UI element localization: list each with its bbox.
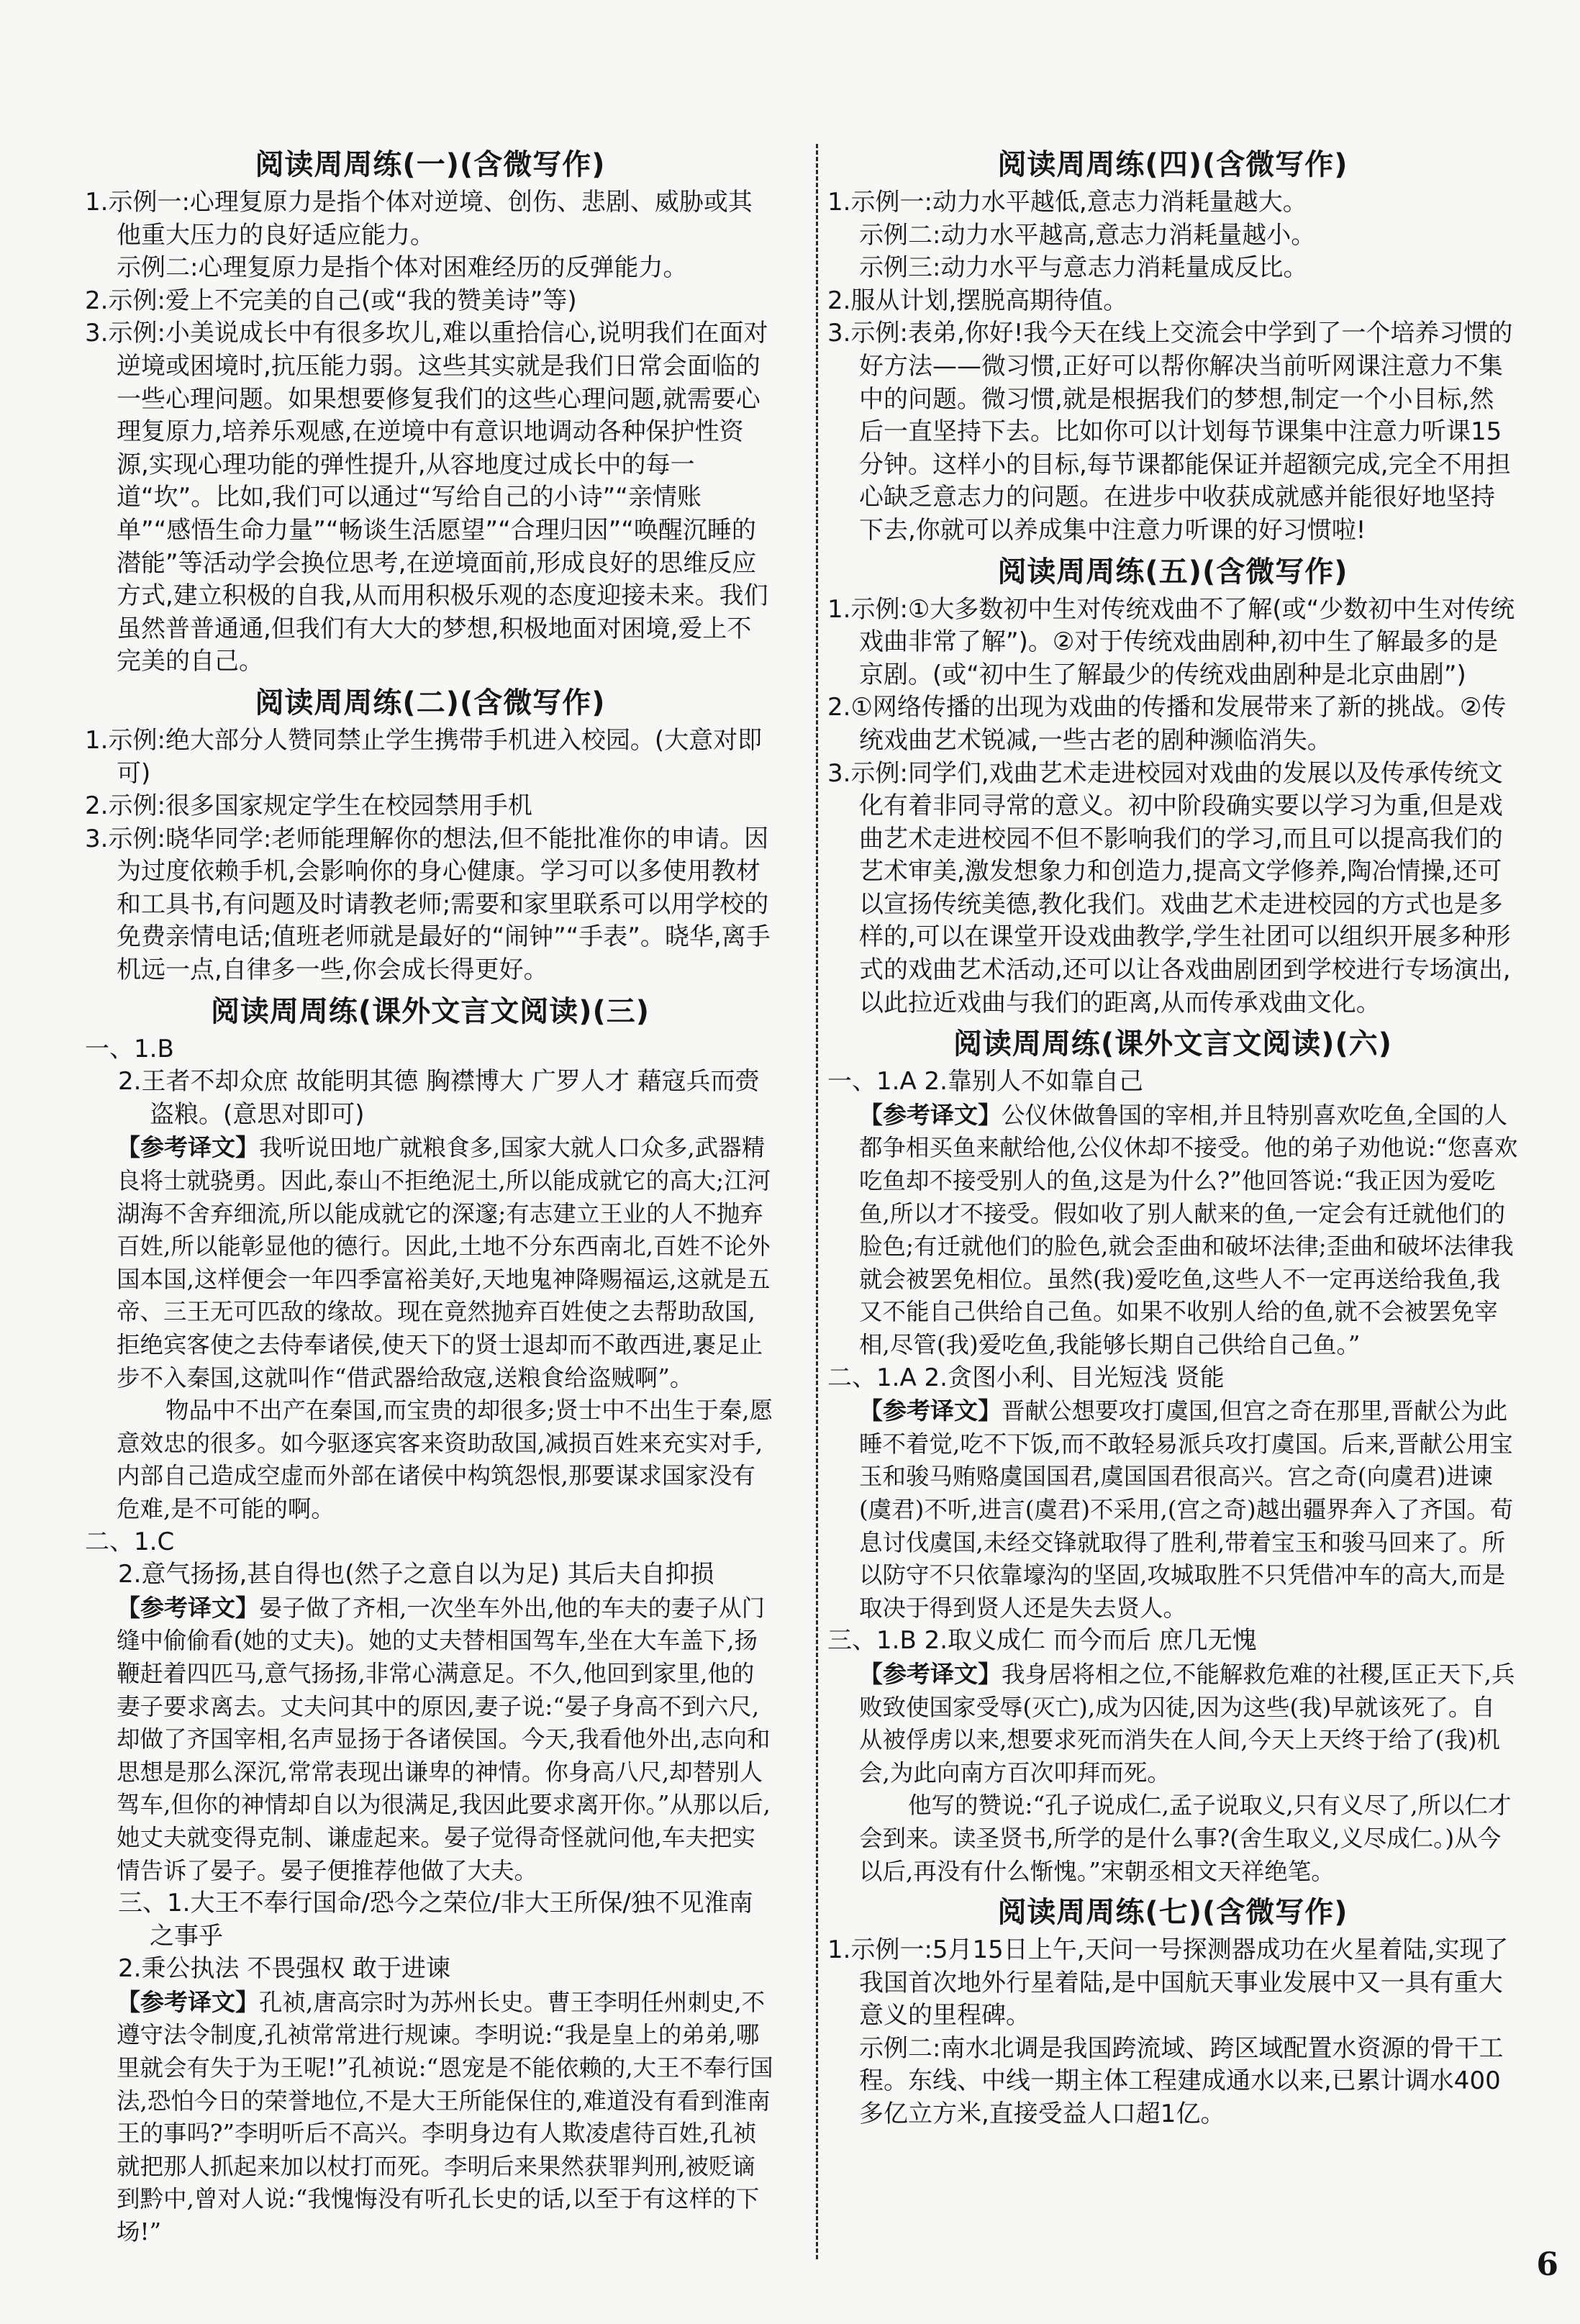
section-title-5: 阅读周周练(五)(含微写作) xyxy=(997,555,1348,589)
translation-tag: 【参考译文】 xyxy=(117,1593,259,1622)
section-title-1: 阅读周周练(一)(含微写作) xyxy=(255,148,606,181)
answer-1-1b: 示例二:心理复原力是指个体对困难经历的反弹能力。 xyxy=(117,253,688,283)
answer-4-1: 1.示例一:动力水平越低,意志力消耗量越大。 xyxy=(827,188,1307,217)
answer-1-1: 1.示例一:心理复原力是指个体对逆境、创伤、悲剧、威胁或其他重大压力的良好适应能力。 xyxy=(85,188,753,250)
answer-2-3: 3.示例:晓华同学:老师能理解你的想法,但不能批准你的申请。因为过度依赖手机,会影响你的身心健康。学习可以多使用教材和工具书,有问题及时请教老师;需要和家里联系可以用学校的免费亲情电话;值班老师就是最好的“闹钟”“手表”。晓华,离手机远一点,自律多一些,你会成长得更好。 xyxy=(85,824,771,985)
answer-1-2: 2.示例:爱上不完美的自己(或“我的赞美诗”等) xyxy=(85,286,577,315)
column-divider xyxy=(816,144,818,2259)
section-title-2: 阅读周周练(二)(含微写作) xyxy=(255,686,606,720)
answer-3-3b: 2.秉公执法 不畏强权 敢于进谏 xyxy=(118,1954,451,1984)
section-title-4: 阅读周周练(四)(含微写作) xyxy=(997,148,1348,181)
translation-3-3: 【参考译文】孔祯,唐高宗时为苏州长史。曹王李明任州刺史,不遵守法令制度,孔祯常常进行规谏。李明说:“我是皇上的弟弟,哪里就会有失于为王呢!”孔祯说:“恩宠是不能依赖的,大王不奉行国法,恐怕今日的荣誉地位,不是大王所能保住的,难道没有看到淮南王的事吗?”李明听后不高兴。李明身边有人欺凌虐待百姓,孔祯就把那人抓起来加以杖打而死。李明后来果然获罪判刑,被贬谪到黔中,曾对人说:“我愧悔没有听孔长史的话,以至于有这样的下场!” xyxy=(117,1987,773,2246)
translation-tag: 【参考译文】 xyxy=(859,1397,1002,1425)
answer-5-3: 3.示例:同学们,戏曲艺术走进校园对戏曲的发展以及传承传统文化有着非同寻常的意义。初中阶段确实要以学习为重,但是戏曲艺术走进校园不但不影响我们的学习,而且可以提高我们的艺术审美,激发想象力和创造力,提高文学修养,陶冶情操,还可以宣扬传统美德,教化我们。戏曲艺术走进校园的方式也是多样的,可以在课堂开设戏曲教学,学生社团可以组织开展多种形式的戏曲艺术活动,还可以让各戏曲剧团到学校进行专场演出,以此拉近戏曲与我们的距离,从而传承戏曲文化。 xyxy=(827,758,1511,1017)
translation-6-3: 【参考译文】我身居将相之位,不能解救危难的社稷,匡正天下,兵败致使国家受辱(灭亡),成为囚徒,因为这些(我)早就该死了。自从被俘虏以来,想要求死而消失在人间,今天上天终于给了(我)机会,为此向南方百次叩拜而死。 xyxy=(859,1659,1515,1787)
answer-3-1b: 2.王者不却众庶 故能明其德 胸襟博大 广罗人才 藉寇兵而赍盗粮。(意思对即可) xyxy=(118,1067,760,1129)
answer-2-1: 1.示例:绝大部分人赞同禁止学生携带手机进入校园。(大意对即可) xyxy=(85,725,763,788)
right-column xyxy=(827,140,1518,2131)
section-title-3: 阅读周周练(课外文言文阅读)(三) xyxy=(210,994,650,1028)
answer-4-1c: 示例三:动力水平与意志力消耗量成反比。 xyxy=(859,253,1308,283)
answer-7-1b: 示例二:南水北调是我国跨流域、跨区域配置水资源的骨干工程。东线、中线一期主体工程建成通水以来,已累计调水400多亿立方米,直接受益人口超1亿。 xyxy=(859,2033,1504,2129)
translation-tag: 【参考译文】 xyxy=(859,1659,1002,1688)
translation-tag: 【参考译文】 xyxy=(859,1100,1002,1129)
answer-5-1: 1.示例:①大多数初中生对传统戏曲不了解(或“少数初中生对传统戏曲非常了解”)。②对于传统戏曲剧种,初中生了解最多的是京剧。(或“初中生了解最少的传统戏曲剧种是北京曲剧”) xyxy=(827,594,1515,689)
answer-5-2: 2.①网络传播的出现为戏曲的传播和发展带来了新的挑战。②传统戏曲艺术锐减,一些古老的剧种濒临消失。 xyxy=(827,693,1507,755)
answer-7-1: 1.示例一:5月15日上午,天问一号探测器成功在火星着陆,实现了我国首次地外行星着陆,是中国航天事业发展中又一具有重大意义的里程碑。 xyxy=(827,1935,1509,2030)
answer-6-2: 二、1.A 2.贪图小利、目光短浅 贤能 xyxy=(827,1363,1225,1392)
answer-1-3: 3.示例:小美说成长中有很多坎儿,难以重拾信心,说明我们在面对逆境或困境时,抗压能力弱。这些其实就是我们日常会面临的一些心理问题。如果想要修复我们的这些心理问题,就需要心理复原力,培养乐观感,在逆境中有意识地调动各种保护性资源,实现心理功能的弹性提升,从容地度过成长中的每一道“坎”。比如,我们可以通过“写给自己的小诗”“亲情账单”“感悟生命力量”“畅谈生活愿望”“合理归因”“唤醒沉睡的潜能”等活动学会换位思考,在逆境面前,形成良好的思维反应方式,建立积极的自我,从而用积极乐观的态度迎接未来。我们虽然普普通通,但我们有大大的梦想,积极地面对困境,爱上不完美的自己。 xyxy=(85,319,768,676)
answer-2-2: 2.示例:很多国家规定学生在校园禁用手机 xyxy=(85,791,532,821)
section-title-7: 阅读周周练(七)(含微写作) xyxy=(997,1896,1348,1930)
translation-6-2: 【参考译文】晋献公想要攻打虞国,但宫之奇在那里,晋献公为此睡不着觉,吃不下饭,而不敢轻易派兵攻打虞国。后来,晋献公用宝玉和骏马贿赂虞国国君,虞国国君很高兴。宫之奇(向虞君)进谏(虞君)不听,进言(虞君)不采用,(宫之奇)越出疆界奔入了齐国。荀息讨伐虞国,未经交锋就取得了胜利,带着宝玉和骏马回来了。所以防守不只依靠壕沟的坚固,攻城取胜不只凭借冲车的高大,而是取决于得到贤人还是失去贤人。 xyxy=(859,1397,1514,1622)
translation-tag: 【参考译文】 xyxy=(117,1987,259,2016)
answer-4-1b: 示例二:动力水平越高,意志力消耗量越小。 xyxy=(859,220,1316,250)
translation-3-1: 【参考译文】我听说田地广就粮食多,国家大就人口众多,武器精良将士就骁勇。因此,泰山不拒绝泥土,所以能成就它的高大;江河湖海不舍弃细流,所以能成就它的深邃;有志建立王业的人不抛弃百姓,所以能彰显他的德行。因此,土地不分东西南北,百姓不论外国本国,这样便会一年四季富裕美好,天地鬼神降赐福运,这就是五帝、三王无可匹敌的缘故。现在竟然抛弃百姓使之去帮助敌国,拒绝宾客使之去侍奉诸侯,使天下的贤士退却而不敢西进,裹足止步不入秦国,这就叫作“借武器给敌寇,送粮食给盗贼啊”。 xyxy=(117,1133,771,1392)
answer-3-2b: 2.意气扬扬,甚自得也(然子之意自以为足) 其后夫自抑损 xyxy=(118,1560,714,1589)
translation-3-2: 【参考译文】晏子做了齐相,一次坐车外出,他的车夫的妻子从门缝中偷偷看(她的丈夫)。她的丈夫替相国驾车,坐在大车盖下,扬鞭赶着四匹马,意气扬扬,非常心满意足。不久,他回到家里,他的妻子要求离去。丈夫问其中的原因,妻子说:“晏子身高不到六尺,却做了齐国宰相,名声显扬于各诸侯国。今天,我看他外出,志向和思想是那么深沉,常常表现出谦卑的神情。你身高八尺,却替别人驾车,但你的神情却自以为很满足,我因此要求离开你。”从那以后,她丈夫就变得克制、谦虚起来。晏子觉得奇怪就问他,车夫把实情告诉了晏子。晏子便推荐他做了大夫。 xyxy=(117,1593,771,1884)
page-number: 6 xyxy=(1536,2246,1558,2283)
answer-3-3a: 三、1.大王不奉行国命/恐今之荣位/非大王所保/独不见淮南之事乎 xyxy=(118,1889,753,1951)
answer-4-3: 3.示例:表弟,你好!我今天在线上交流会中学到了一个培养习惯的好方法——微习惯,正好可以帮你解决当前听网课注意力不集中的问题。微习惯,就是根据我们的梦想,制定一个小目标,然后一直坚持下去。比如你可以计划每节课集中注意力听课15分钟。这样小的目标,每节课都能保证并超额完成,完全不用担心缺乏意志力的问题。在进步中收获成就感并能很好地坚持下去,你就可以养成集中注意力听课的好习惯啦! xyxy=(827,319,1513,545)
translation-6-3b: 他写的赞说:“孔子说成仁,孟子说取义,只有义尽了,所以仁才会到来。读圣贤书,所学的是什么事?(舍生取义,义尽成仁。)从今以后,再没有什么惭愧。”宋朝丞相文天祥绝笔。 xyxy=(859,1792,1512,1885)
answer-6-3: 三、1.B 2.取义成仁 而今而后 庶几无愧 xyxy=(827,1626,1257,1656)
translation-6-1: 【参考译文】公仪休做鲁国的宰相,并且特别喜欢吃鱼,全国的人都争相买鱼来献给他,公仪休却不接受。他的弟子劝他说:“您喜欢吃鱼却不接受别人的鱼,这是为什么?”他回答说:“我正因为爱吃鱼,所以才不接受。假如收了别人献来的鱼,一定会有迁就他们的脸色;有迁就他们的脸色,就会歪曲和破坏法律;歪曲和破坏法律我就会被罢免相位。虽然(我)爱吃鱼,这些人不一定再送给我鱼,我又不能自己供给自己鱼。如果不收别人给的鱼,就不会被罢免宰相,尽管(我)爱吃鱼,我能够长期自己供给自己鱼。” xyxy=(859,1100,1518,1358)
section-title-6: 阅读周周练(课外文言文阅读)(六) xyxy=(953,1027,1393,1061)
answer-3-2a: 二、1.C xyxy=(85,1527,175,1556)
answer-4-2: 2.服从计划,摆脱高期待值。 xyxy=(827,286,1128,315)
left-column xyxy=(85,140,776,2249)
translation-tag: 【参考译文】 xyxy=(117,1133,259,1162)
translation-3-1b: 物品中不出产在秦国,而宝贵的却很多;贤士中不出生于秦,愿意效忠的很多。如今驱逐宾客来资助敌国,减损百姓来充实对手,内部自己造成空虚而外部在诸侯中构筑怨恨,那要谋求国家没有危难,是不可能的啊。 xyxy=(117,1397,773,1522)
answer-6-1: 一、1.A 2.靠别人不如靠自己 xyxy=(827,1067,1143,1097)
answer-3-1a: 一、1.B xyxy=(85,1034,174,1063)
